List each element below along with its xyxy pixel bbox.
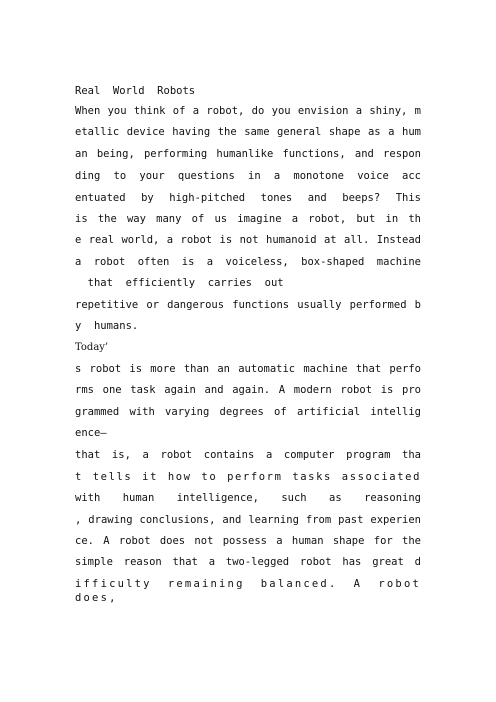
text-line: that efficiently carries out — [75, 277, 284, 289]
text-line: s robot is more than an automatic machine that perfo — [75, 363, 421, 375]
text-line: When you think of a robot, do you envision a shiny, m — [75, 105, 421, 117]
text-line: an being, performing humanlike functions, and respon — [75, 148, 421, 160]
text-line: simple reason that a two-legged robot has great d — [75, 556, 421, 568]
text-line: rms one task again and again. A modern robot is pro — [75, 384, 421, 396]
text-line: ence— — [75, 427, 107, 439]
text-line: is the way many of us imagine a robot, but in th — [75, 213, 421, 225]
text-line: with human intelligence, such as reasoning — [75, 492, 421, 504]
text-line: repetitive or dangerous functions usually performed b — [75, 299, 421, 311]
text-line: a robot often is a voiceless, box-shaped machine — [75, 256, 421, 268]
text-line: grammed with varying degrees of artificial intellig — [75, 406, 421, 418]
text-line: t tells it how to perform tasks associated — [75, 471, 421, 483]
text-line: , drawing conclusions, and learning from past experien — [75, 514, 421, 526]
text-line: ifficulty remaining balanced. A robot does, — [75, 578, 421, 604]
text-line: e real world, a robot is not humanoid at all. Instead — [75, 234, 421, 246]
text-line: ding to your questions in a monotone voice acc — [75, 170, 421, 182]
text-line: that is, a robot contains a computer program tha — [75, 449, 421, 461]
document-title: Real World Robots — [75, 85, 196, 97]
text-line: entuated by high-pitched tones and beeps? This — [75, 192, 421, 204]
text-line: Today’ — [75, 342, 109, 353]
text-line: etallic device having the same general shape as a hum — [75, 126, 421, 138]
text-line: ce. A robot does not possess a human shape for the — [75, 535, 421, 547]
text-line: y humans. — [75, 320, 139, 332]
